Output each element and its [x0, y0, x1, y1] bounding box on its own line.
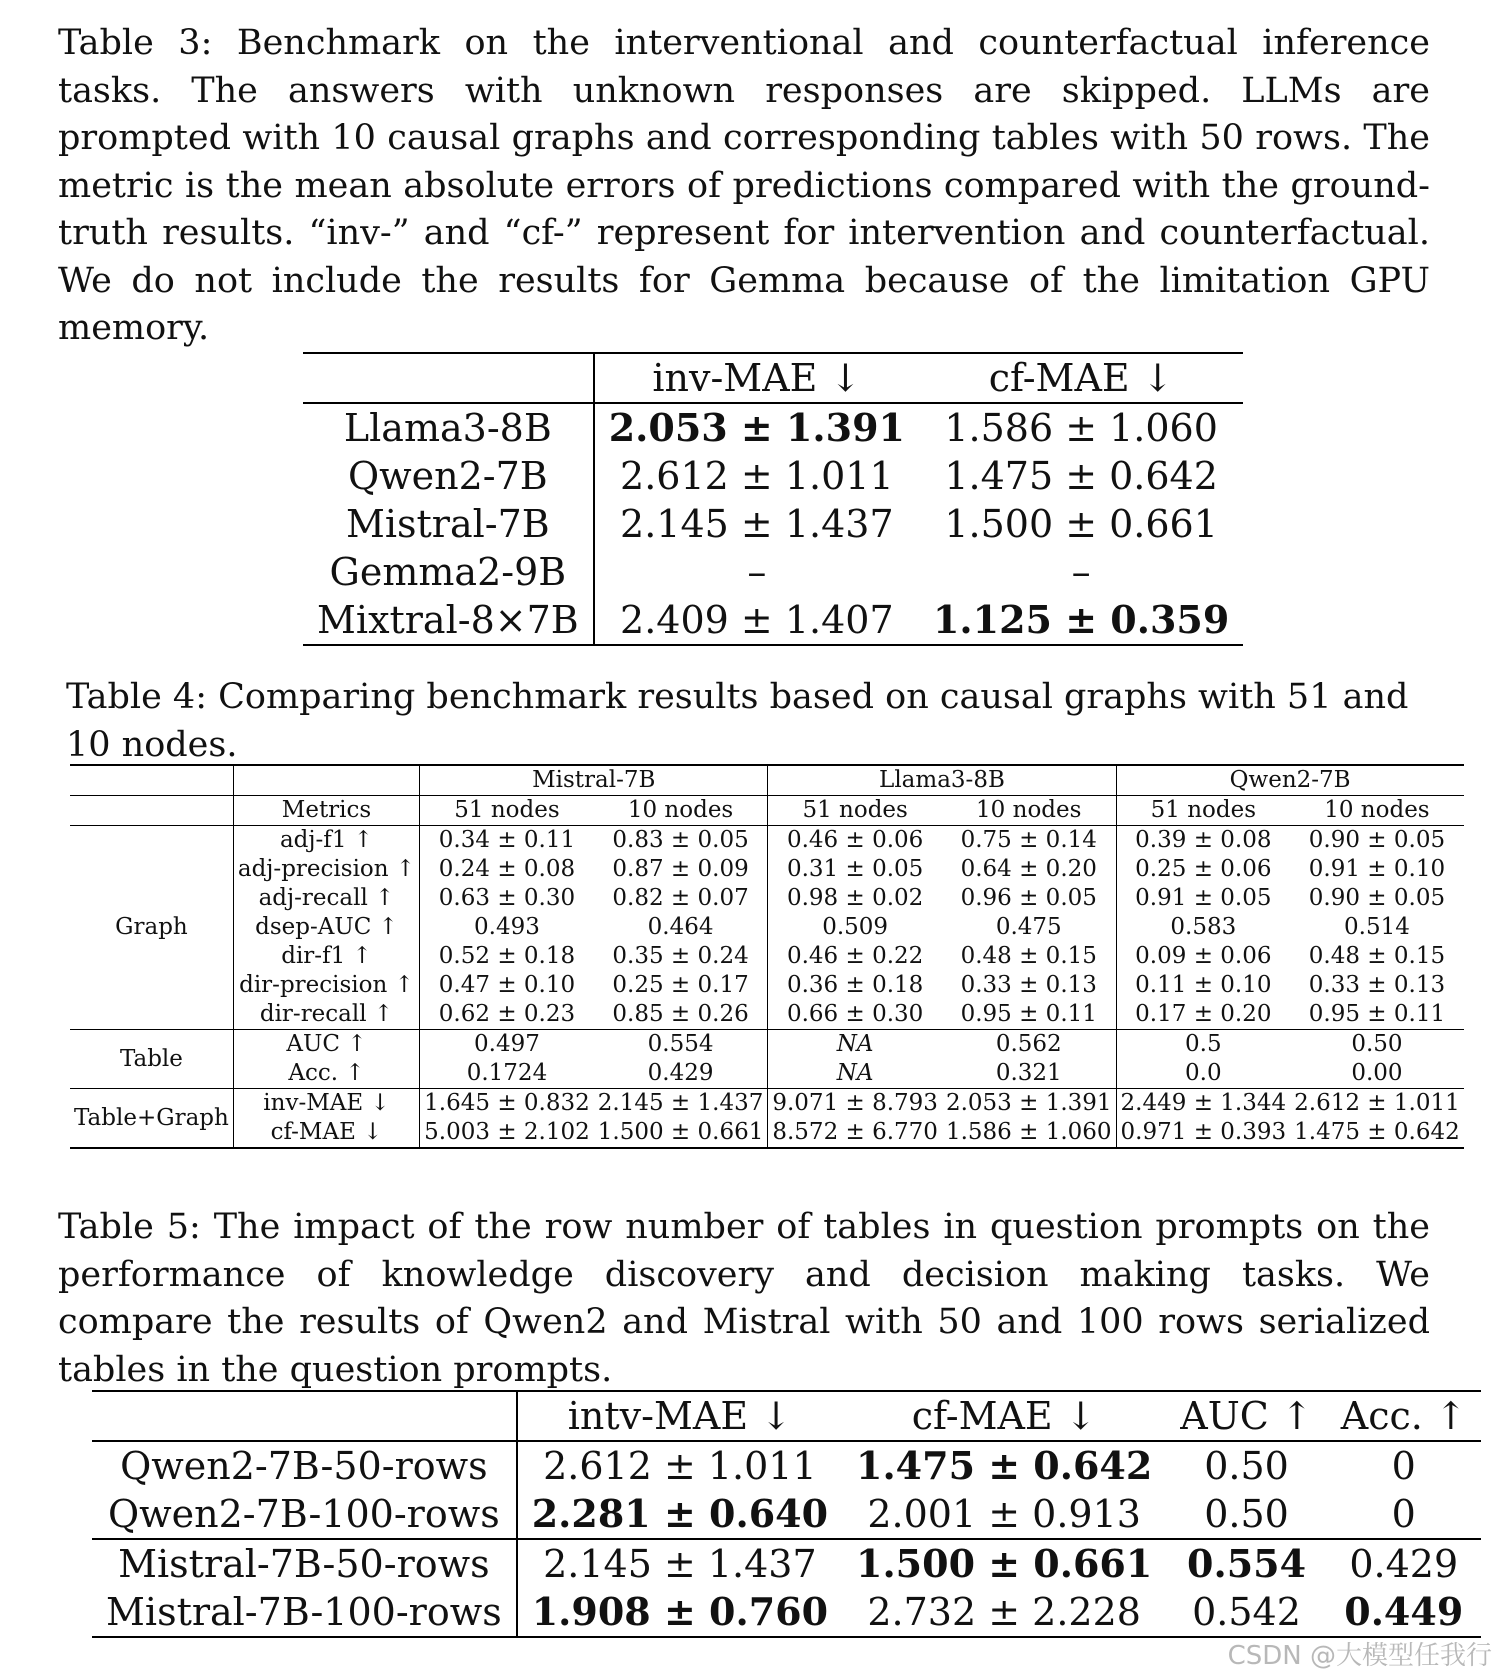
table4-value-cell: 0.95 ± 0.11: [942, 1000, 1116, 1030]
table3-model-name: Llama3-8B: [303, 403, 594, 452]
table4-value-cell: 2.145 ± 1.437: [594, 1089, 768, 1119]
table4-value-cell: 0.24 ± 0.08: [438, 856, 576, 882]
table4-value-cell: 0.85 ± 0.26: [594, 1000, 768, 1030]
table4-value-cell: 0.17 ± 0.20: [1116, 1000, 1290, 1030]
table5-value-cell: [842, 1539, 1166, 1588]
table5-model-name: Qwen2-7B-100-rows: [92, 1490, 517, 1539]
table3-cf-value: –: [1071, 550, 1091, 594]
table4-corner: [70, 765, 233, 796]
table5-row: [92, 1588, 1481, 1637]
table4-metric-name: dsep-AUC ↑: [233, 913, 419, 942]
table3-inv-value-bold: 2.053 ± 1.391: [608, 405, 905, 450]
table5-value-cell: [842, 1441, 1166, 1490]
table4-value-cell: 0.46 ± 0.22: [786, 943, 924, 969]
table4-value-cell: 0.25 ± 0.06: [1135, 856, 1272, 882]
table4-metric-name: adj-f1 ↑: [233, 826, 419, 856]
table3-header-cf: cf-MAE ↓: [919, 353, 1243, 403]
table5-value-cell: [1327, 1588, 1481, 1637]
table3-header-model: [303, 353, 594, 403]
table4-metrics-header: Metrics: [233, 796, 419, 826]
table4-value-cell: 1.475 ± 0.642: [1294, 1119, 1460, 1145]
table4-value-cell: 0.09 ± 0.06: [1135, 943, 1272, 969]
table4-value-cell: 0.91 ± 0.05: [1135, 885, 1272, 911]
table4-model-header: Mistral-7B: [420, 765, 768, 796]
table4-value-cell: 0.0: [1116, 1059, 1290, 1089]
table3: [303, 352, 1243, 646]
table5-model-name: Mistral-7B-50-rows: [92, 1539, 517, 1588]
table5-value-cell-bold: 1.500 ± 0.661: [856, 1541, 1153, 1586]
table4-value-cell: 0.87 ± 0.09: [594, 855, 768, 884]
table4-row: [70, 1059, 1464, 1089]
table4-value-cell: 0.96 ± 0.05: [942, 884, 1116, 913]
table4-value-cell: NA: [836, 1031, 874, 1057]
table4-value-cell: 0.48 ± 0.15: [1308, 943, 1446, 969]
table4-value-cell: 2.053 ± 1.391: [942, 1089, 1116, 1119]
table4-row: [70, 884, 1464, 913]
table3-inv-value: 2.409 ± 1.407: [620, 598, 894, 642]
table3-model-name: Mixtral-8×7B: [303, 596, 594, 645]
table4-value-cell: 8.572 ± 6.770: [772, 1119, 938, 1145]
table4-value-cell: 0.464: [594, 913, 768, 942]
table3-inv-value: –: [747, 550, 767, 594]
table4-value-cell: 0.562: [942, 1030, 1116, 1060]
table5-value-cell-bold: 1.475 ± 0.642: [856, 1443, 1153, 1488]
table4-value-cell: 0.321: [942, 1059, 1116, 1089]
table4-value-cell: 0.00: [1290, 1059, 1464, 1089]
table4-value-cell: 1.586 ± 1.060: [942, 1118, 1116, 1148]
table4-metric-name: inv-MAE ↓: [233, 1089, 419, 1119]
table3-inv-value: 2.145 ± 1.437: [620, 502, 894, 546]
table3-row: [303, 548, 1243, 596]
table5-value-cell: 2.145 ± 1.437: [517, 1539, 842, 1588]
table5: [92, 1390, 1481, 1638]
table3-cf-value-bold: 1.125 ± 0.359: [932, 597, 1230, 642]
table4-value-cell: 0.554: [594, 1030, 768, 1060]
table4-value-cell: 0.497: [474, 1031, 540, 1057]
table4-value-cell: 0.62 ± 0.23: [420, 1000, 594, 1030]
table4-nodes-header: 51 nodes: [420, 796, 594, 826]
table5-value-cell-bold: 1.908 ± 0.760: [531, 1589, 829, 1634]
table4-group-label: Table: [70, 1030, 233, 1089]
table5-row: [92, 1490, 1481, 1539]
table3-inv-value: 2.612 ± 1.011: [620, 454, 894, 498]
table5-row: [92, 1539, 1481, 1588]
table3-header-inv: inv-MAE ↓: [594, 353, 919, 403]
table4-value-cell: 0.82 ± 0.07: [594, 884, 768, 913]
table4-value-cell: 0.91 ± 0.10: [1308, 856, 1446, 882]
table4-value-cell: 0.429: [594, 1059, 768, 1089]
table5-value-cell: [517, 1588, 842, 1637]
table4-value-cell: 1.645 ± 0.832: [424, 1090, 590, 1116]
table3-model-name: Gemma2-9B: [303, 548, 594, 596]
table5-caption: Table 5: The impact of the row number of tables in question prompts on the performance of knowledge discovery and decision making tasks. We compare the results of Qwen2 and Mistral with 50 and 100 rows serialized tables in the question prompts.: [58, 1207, 1430, 1390]
table4-value-cell: 0.52 ± 0.18: [438, 943, 576, 969]
table5-value-cell: 0: [1391, 1444, 1416, 1488]
table4-value-cell: 0.25 ± 0.17: [594, 971, 768, 1000]
table4-value-cell: 0.98 ± 0.02: [786, 885, 924, 911]
table5-value-cell: [1166, 1539, 1326, 1588]
table4-value-cell: 0.5: [1185, 1031, 1222, 1057]
table4-value-cell: 0.90 ± 0.05: [1308, 885, 1446, 911]
table4-value-cell: 0.95 ± 0.11: [1290, 1000, 1464, 1030]
table3-cf-value: 1.586 ± 1.060: [944, 406, 1218, 450]
table4-value-cell: 1.500 ± 0.661: [594, 1118, 768, 1148]
table4-nodes-header: 10 nodes: [594, 796, 768, 826]
table4-empty-cell: [70, 796, 233, 826]
table5-value-cell: 0.542: [1192, 1590, 1301, 1634]
table4-metric-name: dir-precision ↑: [233, 971, 419, 1000]
table4-value-cell: 0.475: [942, 913, 1116, 942]
table4-nodes-header: 51 nodes: [1116, 796, 1290, 826]
table4-value-cell: 0.63 ± 0.30: [438, 885, 576, 911]
table4-nodes-header: 10 nodes: [942, 796, 1116, 826]
table5-value-cell: 2.612 ± 1.011: [543, 1444, 817, 1488]
table4-value-cell: NA: [768, 1059, 942, 1089]
table4-value-cell: 0.509: [822, 914, 889, 940]
table4-nodes-header: 51 nodes: [768, 796, 942, 826]
table4-value-cell: 0.66 ± 0.30: [768, 1000, 942, 1030]
table5-value-cell-bold: 2.281 ± 0.640: [531, 1491, 829, 1536]
table4-value-cell: 0.1724: [420, 1059, 594, 1089]
table5-value-cell-bold: 0.449: [1344, 1589, 1464, 1634]
table3-row: [303, 403, 1243, 452]
table4-row: [70, 971, 1464, 1000]
table4-value-cell: 2.612 ± 1.011: [1294, 1090, 1460, 1116]
table3-cf-value: 1.475 ± 0.642: [944, 454, 1218, 498]
table5-header-intv: intv-MAE ↓: [517, 1391, 842, 1441]
table5-header-acc: Acc. ↑: [1327, 1391, 1481, 1441]
table4-nodes-header: 10 nodes: [1290, 796, 1464, 826]
table4-value-cell: 0.75 ± 0.14: [942, 826, 1116, 856]
table4-model-header: Llama3-8B: [768, 765, 1116, 796]
table4-value-cell: 0.971 ± 0.393: [1120, 1119, 1287, 1145]
table4-value-cell: 0.36 ± 0.18: [786, 972, 924, 998]
table4-row: [70, 942, 1464, 971]
table4-metric-name: dir-f1 ↑: [233, 942, 419, 971]
table4: [70, 764, 1464, 1149]
table4-metric-name: Acc. ↑: [233, 1059, 419, 1089]
table5-value-cell: 0.429: [1327, 1539, 1481, 1588]
table4-value-cell: 0.47 ± 0.10: [438, 972, 576, 998]
table4-metric-name: dir-recall ↑: [233, 1000, 419, 1030]
table5-header-model: [92, 1391, 517, 1441]
table4-value-cell: 0.514: [1344, 914, 1410, 940]
table3-model-name: Qwen2-7B: [303, 452, 594, 500]
table4-row: [70, 1118, 1464, 1148]
table5-row: [92, 1441, 1481, 1490]
table3-inv-value: [594, 403, 919, 452]
table3-row: [303, 500, 1243, 548]
table4-value-cell: 0.583: [1170, 914, 1237, 940]
table4-value-cell: 5.003 ± 2.102: [424, 1119, 590, 1145]
table4-metric-name: AUC ↑: [233, 1030, 419, 1060]
table4-value-cell: 0.493: [474, 914, 540, 940]
table4-row: [70, 826, 1464, 856]
table4-value-cell: 0.33 ± 0.13: [1308, 972, 1446, 998]
table4-value-cell: 2.449 ± 1.344: [1120, 1090, 1287, 1116]
table4-row: [70, 1089, 1464, 1119]
table4-value-cell: 0.83 ± 0.05: [594, 826, 768, 856]
table4-value-cell: 0.35 ± 0.24: [594, 942, 768, 971]
table4-row: [70, 1030, 1464, 1060]
table5-value-cell: 0: [1391, 1492, 1416, 1536]
table4-model-header: Qwen2-7B: [1116, 765, 1464, 796]
table3-caption: Table 3: Benchmark on the interventional and counterfactual inference tasks. The answers with unknown responses are skipped. LLMs are prompted with 10 causal graphs and corresponding tables with 50 rows. The metric is the mean absolute errors of predictions compared with the ground-truth results. “inv-” and “cf-” represent for intervention and counterfactual. We do not include the results for Gemma because of the limitation GPU memory.: [58, 23, 1430, 348]
table3-row: [303, 452, 1243, 500]
table4-value-cell: 0.11 ± 0.10: [1135, 972, 1272, 998]
table5-header-cf: cf-MAE ↓: [842, 1391, 1166, 1441]
table5-value-cell: 0.50: [1204, 1444, 1289, 1488]
table3-cf-value: [919, 596, 1243, 645]
table5-value-cell: 2.001 ± 0.913: [867, 1492, 1141, 1536]
table4-metric-name: adj-recall ↑: [233, 884, 419, 913]
table5-value-cell-bold: 0.554: [1187, 1541, 1307, 1586]
table4-value-cell: 0.64 ± 0.20: [942, 855, 1116, 884]
table4-value-cell: 9.071 ± 8.793: [772, 1090, 938, 1116]
table4-value-cell: 0.48 ± 0.15: [942, 942, 1116, 971]
table4-group-label: Table+Graph: [70, 1089, 233, 1149]
table3-model-name: Mistral-7B: [303, 500, 594, 548]
table4-row: [70, 1000, 1464, 1030]
table4-value-cell: 0.34 ± 0.11: [438, 827, 576, 853]
table5-value-cell: 2.732 ± 2.228: [867, 1590, 1141, 1634]
table5-value-cell: [517, 1490, 842, 1539]
table5-model-name: Qwen2-7B-50-rows: [92, 1441, 517, 1490]
table4-metric-name: cf-MAE ↓: [233, 1118, 419, 1148]
table3-row: [303, 596, 1243, 645]
table4-value-cell: 0.46 ± 0.06: [786, 827, 924, 853]
table3-cf-value: 1.500 ± 0.661: [944, 502, 1218, 546]
table4-value-cell: 0.33 ± 0.13: [942, 971, 1116, 1000]
table4-value-cell: 0.39 ± 0.08: [1135, 827, 1272, 853]
table4-corner-metrics: [233, 765, 419, 796]
table4-row: [70, 913, 1464, 942]
table5-header-auc: AUC ↑: [1166, 1391, 1326, 1441]
table4-row: [70, 855, 1464, 884]
table5-model-name: Mistral-7B-100-rows: [92, 1588, 517, 1637]
table4-value-cell: 0.31 ± 0.05: [786, 856, 924, 882]
table4-metric-name: adj-precision ↑: [233, 855, 419, 884]
table4-group-label: Graph: [70, 826, 233, 1030]
table4-caption: Table 4: Comparing benchmark results based on causal graphs with 51 and 10 nodes.: [66, 677, 1409, 765]
table5-value-cell: 0.50: [1204, 1492, 1289, 1536]
watermark: CSDN @大模型任我行: [1227, 1641, 1492, 1671]
table4-value-cell: 0.90 ± 0.05: [1308, 827, 1446, 853]
table4-value-cell: 0.50: [1351, 1031, 1403, 1057]
